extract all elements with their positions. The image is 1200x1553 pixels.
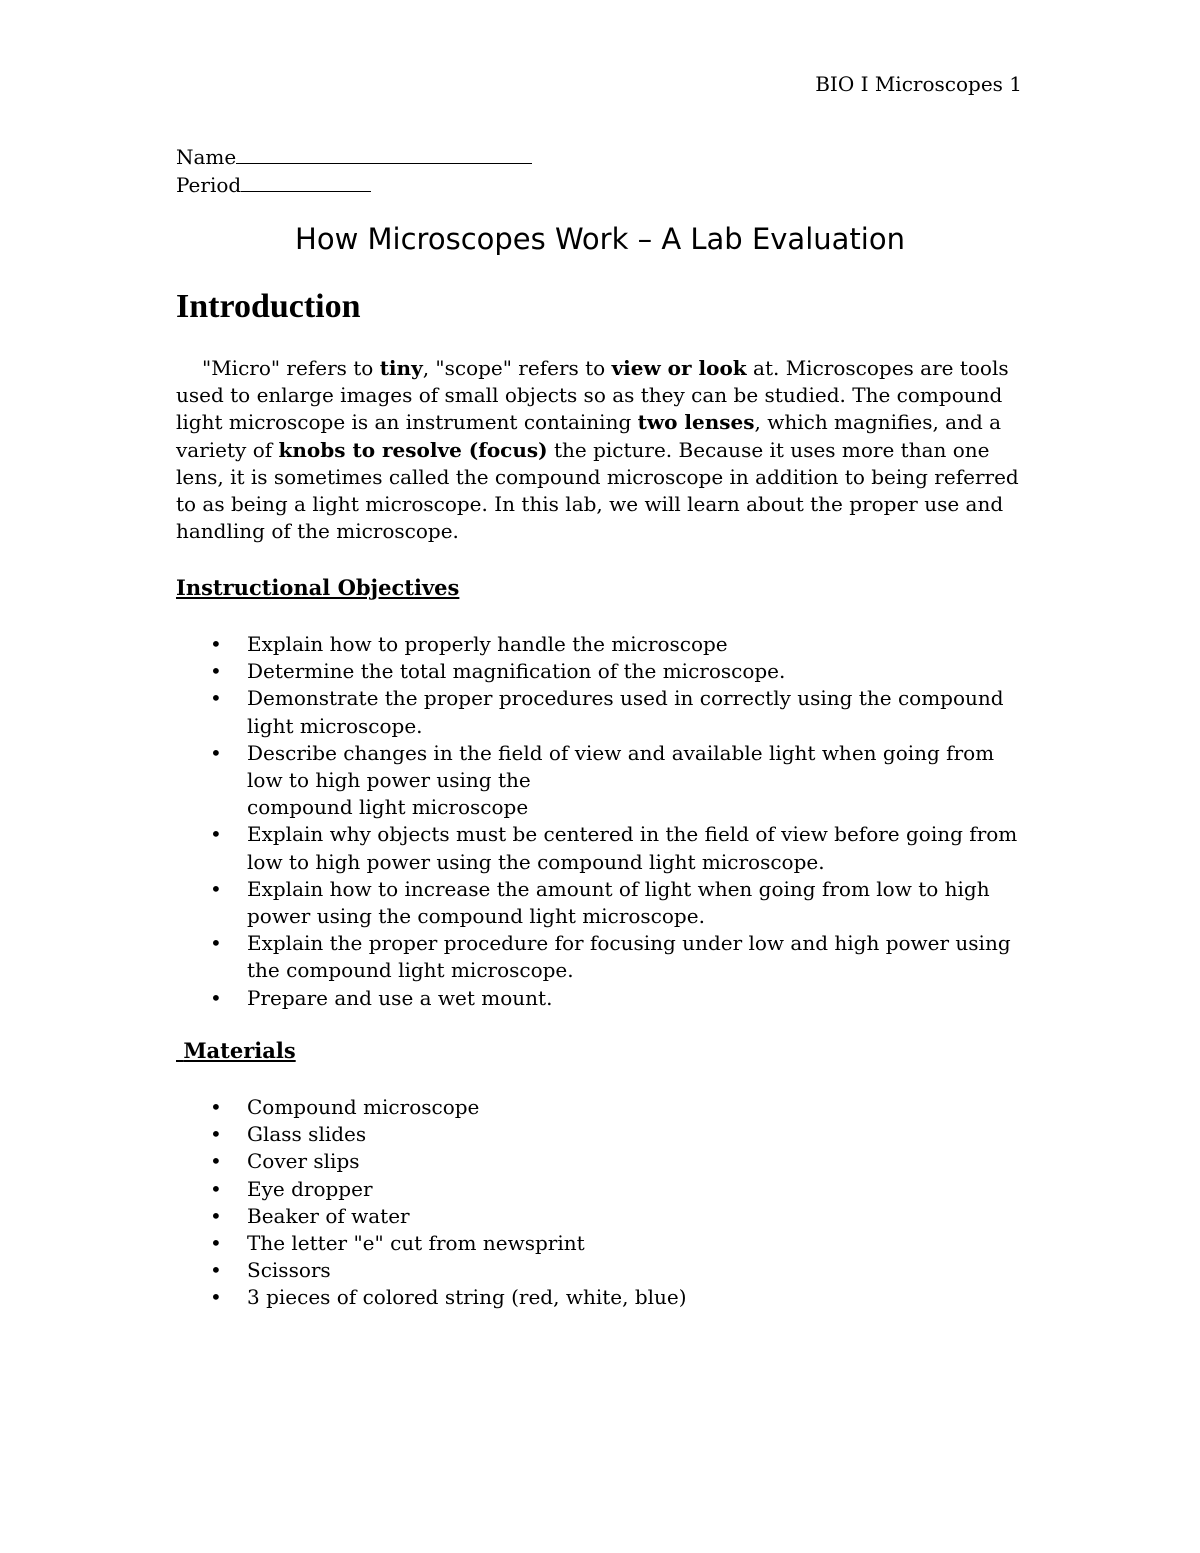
materials-heading-text: Materials [183, 1038, 296, 1063]
objective-item [176, 685, 1026, 739]
intro-bold-term: knobs to resolve (focus) [278, 437, 548, 462]
objective-item-text: Explain the proper procedure for focusing under low and high power using the compound light microscope. [247, 931, 1011, 983]
objectives-list [176, 631, 1026, 1012]
material-item [176, 1230, 1026, 1257]
objective-item-text: Prepare and use a wet mount. [247, 985, 553, 1010]
bullet-icon: • [210, 1203, 222, 1228]
bullet-icon: • [210, 1095, 222, 1119]
material-item-text: Scissors [247, 1258, 331, 1283]
bullet-icon: • [210, 659, 222, 684]
material-item-text: 3 pieces of colored string (red, white, blue) [247, 1285, 687, 1310]
objective-item-text: Explain how to properly handle the microscope [247, 632, 728, 656]
bullet-icon: • [210, 1122, 222, 1147]
objective-item [176, 821, 1026, 875]
materials-list [176, 1094, 1026, 1312]
objective-item [176, 985, 1026, 1012]
material-item-text: Eye dropper [247, 1176, 373, 1201]
objective-item-text: Describe changes in the field of view and available light when going from low to high power using the [247, 740, 995, 793]
material-item [176, 1176, 1026, 1203]
bullet-icon: • [210, 1285, 222, 1310]
material-item-text: Beaker of water [247, 1203, 410, 1228]
material-item [176, 1121, 1026, 1148]
bullet-icon: • [210, 1149, 222, 1174]
intro-bold-term: two lenses [637, 410, 755, 435]
name-blank[interactable] [236, 143, 532, 164]
bullet-icon: • [210, 686, 222, 711]
bullet-icon: • [210, 1176, 222, 1201]
page-header: BIO I Microscopes 1 [815, 72, 1022, 96]
bullet-icon: • [210, 1258, 222, 1283]
material-item [176, 1257, 1026, 1284]
materials-heading [176, 1038, 296, 1063]
introduction-heading: Introduction [176, 288, 361, 325]
objective-item [176, 740, 1026, 822]
intro-text-segment: "Micro" refers to [202, 356, 380, 380]
name-line [176, 143, 532, 171]
bullet-icon: • [210, 632, 222, 656]
objective-item-text: Determine the total magnification of the microscope. [247, 659, 786, 684]
material-item [176, 1203, 1026, 1230]
bullet-icon: • [210, 985, 222, 1010]
material-item [176, 1148, 1026, 1175]
objective-item [176, 658, 1026, 685]
objective-item-text: Explain how to increase the amount of light when going from low to high power using the compound light microscope. [247, 876, 990, 929]
intro-text-segment: the picture. Because it uses more than one lens, it is sometimes called the compound microscope in addition to being referred to as being a light microscope. In this lab, we will learn about the proper use and handling of the microscope. [176, 437, 1019, 544]
introduction-paragraph [176, 355, 1026, 545]
bullet-icon: • [210, 931, 222, 956]
material-item-text: The letter "e" cut from newsprint [247, 1231, 585, 1256]
bullet-icon: • [210, 740, 222, 765]
name-label: Name [176, 145, 237, 169]
intro-bold-term: view or look [611, 356, 747, 380]
objective-item-continuation: compound light microscope [247, 795, 529, 820]
introduction-text [176, 356, 1019, 543]
intro-text-segment: , "scope" refers to [422, 356, 612, 380]
period-label: Period [176, 173, 242, 197]
material-item [176, 1094, 1026, 1121]
objectives-heading: Instructional Objectives [176, 575, 460, 600]
objective-item [176, 876, 1026, 930]
material-item [176, 1284, 1026, 1311]
material-item-text: Cover slips [247, 1149, 360, 1174]
material-item-text: Glass slides [247, 1122, 367, 1147]
intro-text-segment: , which magnifies, and a variety of [176, 410, 1002, 462]
objective-item [176, 930, 1026, 984]
document-title: How Microscopes Work – A Lab Evaluation [295, 222, 905, 256]
objective-item-text: Demonstrate the proper procedures used in correctly using the compound light microscope. [247, 686, 1004, 738]
bullet-icon: • [210, 1231, 222, 1256]
objective-item-text: Explain why objects must be centered in the field of view before going from low to high power using the compound light microscope. [247, 822, 1018, 874]
period-line [176, 171, 532, 199]
student-info-form [176, 143, 532, 199]
period-blank[interactable] [241, 171, 371, 192]
material-item-text: Compound microscope [247, 1095, 480, 1119]
bullet-icon: • [210, 822, 222, 847]
intro-bold-term: tiny [379, 356, 423, 380]
intro-text-segment: at. Microscopes are tools used to enlarge images of small objects so as they can be studied. The compound light microscope is an instrument containing [176, 356, 1009, 435]
bullet-icon: • [210, 876, 222, 901]
objective-item [176, 631, 1026, 658]
